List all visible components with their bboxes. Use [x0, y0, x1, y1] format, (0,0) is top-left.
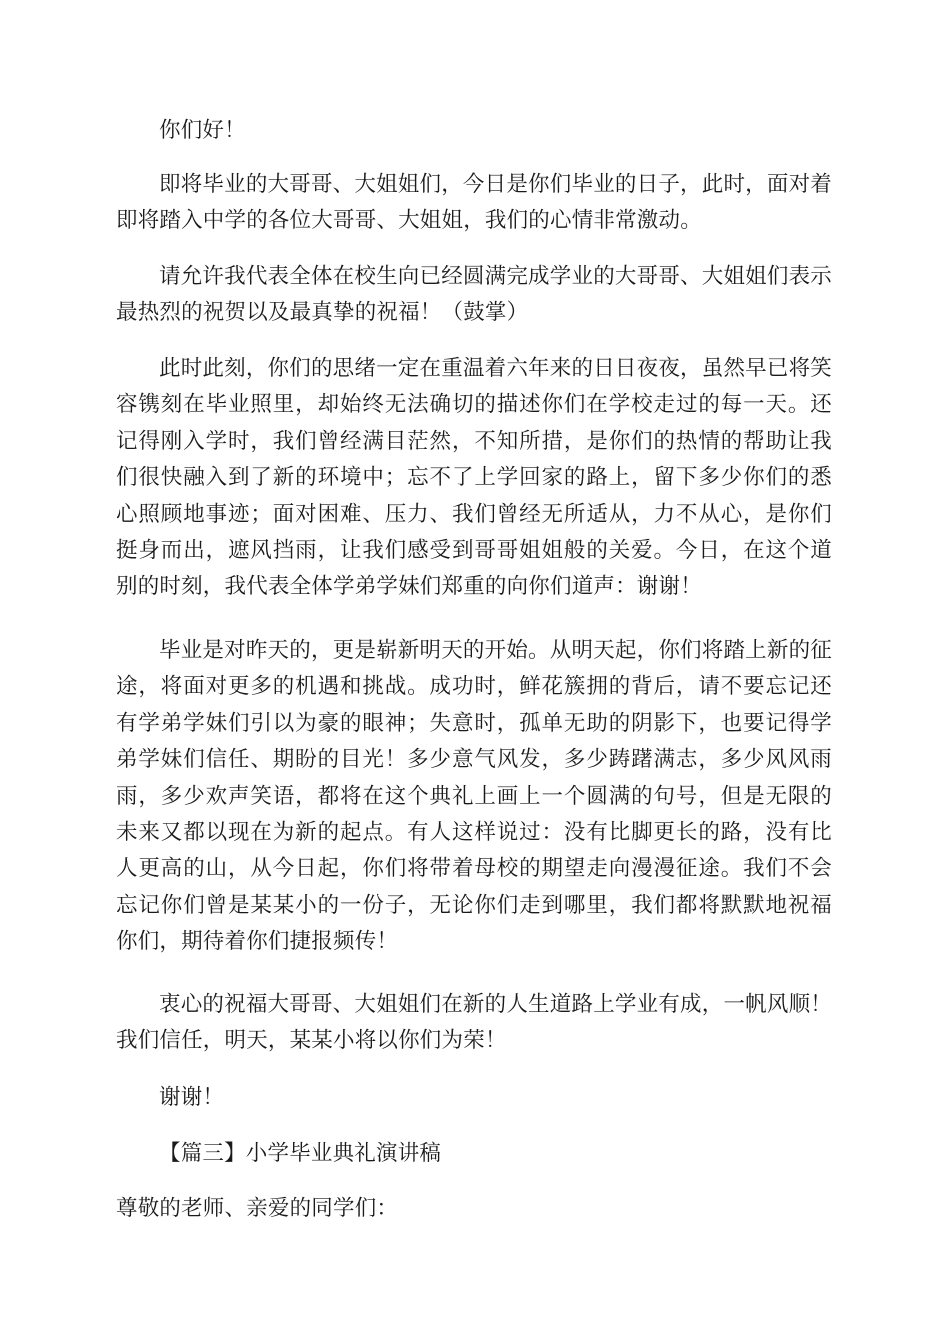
opening-paragraph: 即将毕业的大哥哥、大姐姐们，今日是你们毕业的日子，此时，面对着即将踏入中学的各位大哥哥、大姐姐，我们的心情非常激动。 — [116, 172, 832, 234]
memories-paragraph: 此时此刻，你们的思绪一定在重温着六年来的日日夜夜，虽然早已将笑容镌刻在毕业照里，却始终无法确切的描述你们在学校走过的每一天。还记得刚入学时，我们曾经满目茫然，不知所措，是你们的热情的帮助让我们很快融入到了新的环境中；忘不了上学回家的路上，留下多少你们的悉心照顾地事迹；面对困难、压力、我们曾经无所适从，力不从心，是你们挺身而出，遮风挡雨，让我们感受到哥哥姐姐般的关爱。今日，在这个道别的时刻，我代表全体学弟学妹们郑重的向你们道声：谢谢！ — [116, 356, 832, 600]
thanks-paragraph: 谢谢！ — [159, 1085, 225, 1110]
section-heading: 【篇三】小学毕业典礼演讲稿 — [159, 1141, 442, 1166]
congratulation-paragraph: 请允许我代表全体在校生向已经圆满完成学业的大哥哥、大姐姐们表示最热烈的祝贺以及最真挚的祝福！（鼓掌） — [116, 264, 832, 326]
salutation-paragraph: 尊敬的老师、亲爱的同学们： — [116, 1196, 399, 1221]
greeting-paragraph: 你们好！ — [159, 118, 246, 143]
blessing-paragraph: 衷心的祝福大哥哥、大姐姐们在新的人生道路上学业有成，一帆风顺！我们信任，明天，某某小将以你们为荣！ — [116, 992, 832, 1054]
future-paragraph: 毕业是对昨天的，更是崭新明天的开始。从明天起，你们将踏上新的征途，将面对更多的机遇和挑战。成功时，鲜花簇拥的背后，请不要忘记还有学弟学妹们引以为豪的眼神；失意时，孤单无助的阴影下，也要记得学弟学妹们信任、期盼的目光！多少意气风发，多少踌躇满志，多少风风雨雨，多少欢声笑语，都将在这个典礼上画上一个圆满的句号，但是无限的未来又都以现在为新的起点。有人这样说过：没有比脚更长的路，没有比人更高的山，从今日起，你们将带着母校的期望走向漫漫征途。我们不会忘记你们曾是某某小的一份子，无论你们走到哪里，我们都将默默地祝福你们，期待着你们捷报频传！ — [116, 638, 832, 955]
